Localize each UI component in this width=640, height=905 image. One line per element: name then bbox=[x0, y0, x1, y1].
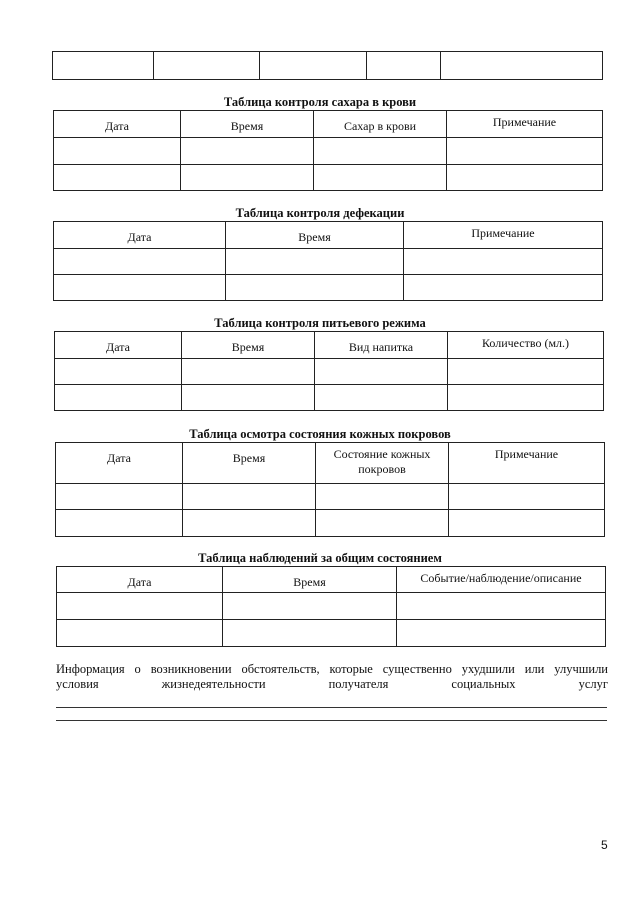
circumstances-info-text bbox=[56, 662, 608, 692]
table-cell[interactable] bbox=[57, 593, 223, 620]
col-header-date: Дата bbox=[56, 443, 183, 484]
table-cell[interactable] bbox=[404, 249, 603, 275]
table-cell[interactable] bbox=[447, 138, 603, 165]
fill-in-line[interactable] bbox=[56, 707, 607, 708]
table-cell[interactable] bbox=[448, 385, 604, 411]
table-row bbox=[56, 484, 605, 510]
info-line-1: Информация о возникновении обстоятельств, которые существенно ухудшили или улучшили bbox=[56, 662, 608, 676]
table-cell[interactable] bbox=[56, 484, 183, 510]
table-cell[interactable] bbox=[397, 593, 606, 620]
table-cell[interactable] bbox=[315, 359, 448, 385]
table-cell[interactable] bbox=[367, 52, 441, 80]
table-cell[interactable] bbox=[316, 484, 449, 510]
col-header-date: Дата bbox=[54, 222, 226, 249]
col-header-event: Событие/наблюдение/описание bbox=[397, 567, 606, 593]
col-header-note: Примечание bbox=[404, 222, 603, 249]
col-header-skin-condition: Состояние кожных покровов bbox=[316, 443, 449, 484]
info-word: услуг bbox=[578, 677, 608, 691]
info-word: получателя bbox=[328, 677, 389, 691]
table-cell[interactable] bbox=[447, 165, 603, 191]
col-header-note: Примечание bbox=[447, 111, 603, 138]
col-header-drink-type: Вид напитка bbox=[315, 332, 448, 359]
col-header-time: Время bbox=[223, 567, 397, 593]
col-header-amount: Количество (мл.) bbox=[448, 332, 604, 359]
drinking-table-title: Таблица контроля питьевого режима bbox=[214, 316, 426, 330]
col-header-time: Время bbox=[226, 222, 404, 249]
col-header-date: Дата bbox=[55, 332, 182, 359]
table-cell[interactable] bbox=[54, 249, 226, 275]
defecation-table bbox=[53, 221, 603, 301]
col-header-note: Примечание bbox=[449, 443, 605, 484]
blood-sugar-table bbox=[53, 110, 603, 191]
col-header-time: Время bbox=[181, 111, 314, 138]
info-line-2 bbox=[56, 677, 608, 692]
table-cell[interactable] bbox=[314, 138, 447, 165]
table-cell[interactable] bbox=[316, 510, 449, 537]
table-cell[interactable] bbox=[55, 359, 182, 385]
info-word: жизнедеятельности bbox=[161, 677, 266, 691]
table-cell[interactable] bbox=[314, 165, 447, 191]
table-row bbox=[56, 510, 605, 537]
fill-in-line[interactable] bbox=[56, 720, 607, 721]
table-cell[interactable] bbox=[182, 385, 315, 411]
table-cell[interactable] bbox=[226, 275, 404, 301]
table-cell[interactable] bbox=[226, 249, 404, 275]
table-cell[interactable] bbox=[154, 52, 260, 80]
col-header-time: Время bbox=[182, 332, 315, 359]
table-cell[interactable] bbox=[397, 620, 606, 647]
table-cell[interactable] bbox=[54, 138, 181, 165]
table-cell[interactable] bbox=[57, 620, 223, 647]
table-row bbox=[54, 275, 603, 301]
table-row bbox=[54, 165, 603, 191]
table-cell[interactable] bbox=[404, 275, 603, 301]
table-cell[interactable] bbox=[448, 359, 604, 385]
table-row bbox=[54, 138, 603, 165]
table-cell[interactable] bbox=[181, 165, 314, 191]
table-cell[interactable] bbox=[55, 385, 182, 411]
continuation-table bbox=[52, 51, 603, 80]
table-cell[interactable] bbox=[56, 510, 183, 537]
table-cell[interactable] bbox=[182, 359, 315, 385]
general-table bbox=[56, 566, 606, 647]
info-word: социальных bbox=[451, 677, 516, 691]
drinking-table bbox=[54, 331, 604, 411]
table-cell[interactable] bbox=[223, 620, 397, 647]
defecation-table-title: Таблица контроля дефекации bbox=[235, 206, 405, 220]
table-cell[interactable] bbox=[54, 275, 226, 301]
table-cell[interactable] bbox=[183, 510, 316, 537]
skin-table bbox=[55, 442, 605, 537]
table-cell[interactable] bbox=[441, 52, 603, 80]
col-header-date: Дата bbox=[57, 567, 223, 593]
table-cell[interactable] bbox=[260, 52, 367, 80]
table-cell[interactable] bbox=[54, 165, 181, 191]
table-cell[interactable] bbox=[449, 484, 605, 510]
general-table-title: Таблица наблюдений за общим состоянием bbox=[198, 551, 442, 565]
col-header-blood-sugar: Сахар в крови bbox=[314, 111, 447, 138]
blood-sugar-table-title: Таблица контроля сахара в крови bbox=[223, 95, 417, 109]
table-row bbox=[54, 249, 603, 275]
table-row bbox=[57, 593, 606, 620]
table-cell[interactable] bbox=[315, 385, 448, 411]
skin-table-title: Таблица осмотра состояния кожных покровов bbox=[189, 427, 451, 441]
table-row bbox=[55, 385, 604, 411]
table-cell[interactable] bbox=[223, 593, 397, 620]
table-cell[interactable] bbox=[53, 52, 154, 80]
table-cell[interactable] bbox=[181, 138, 314, 165]
col-header-time: Время bbox=[183, 443, 316, 484]
col-header-date: Дата bbox=[54, 111, 181, 138]
table-cell[interactable] bbox=[183, 484, 316, 510]
table-cell[interactable] bbox=[449, 510, 605, 537]
info-word: условия bbox=[56, 677, 99, 691]
table-row bbox=[55, 359, 604, 385]
page-number: 5 bbox=[601, 838, 608, 852]
table-row bbox=[57, 620, 606, 647]
